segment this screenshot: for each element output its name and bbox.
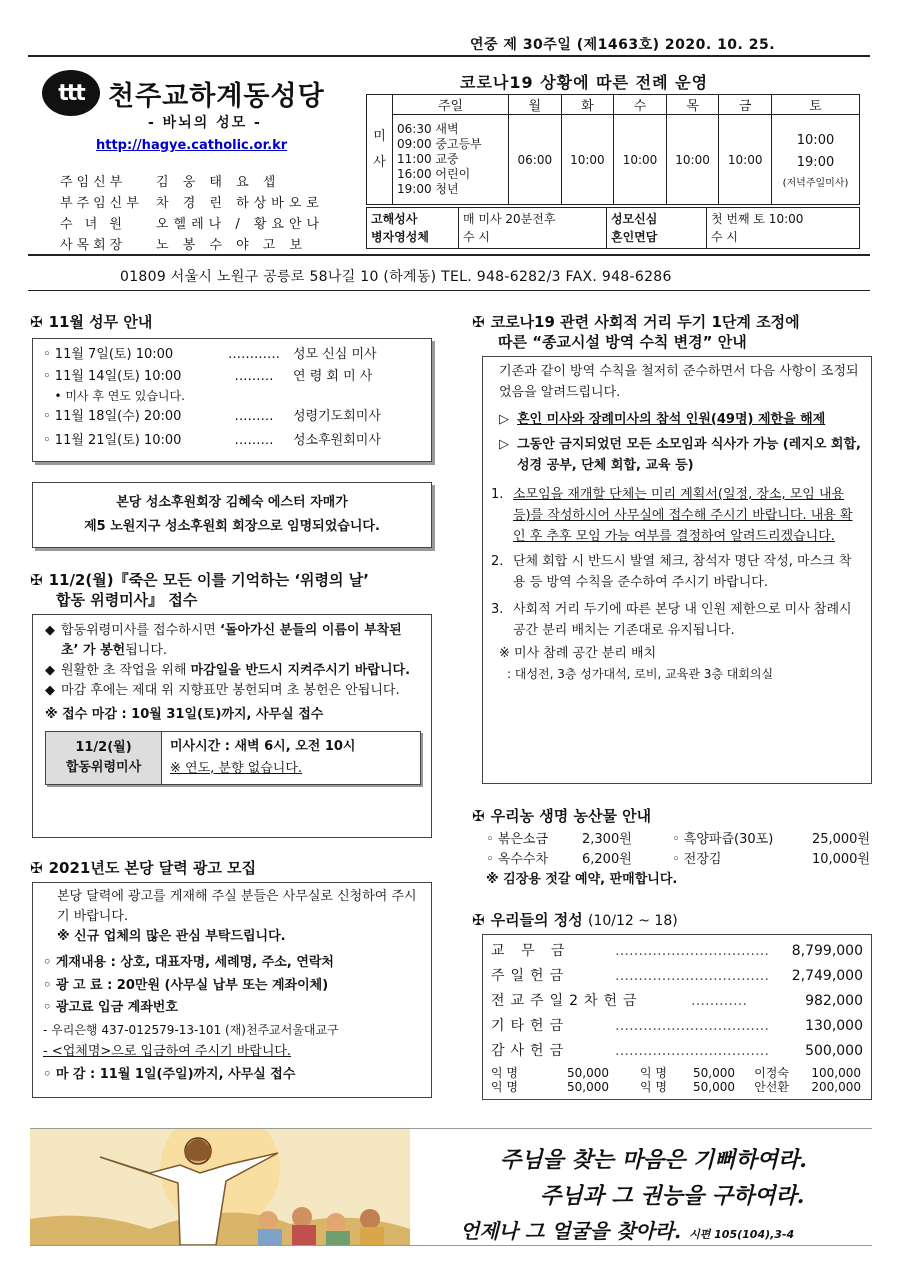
day-header: 화 <box>561 95 614 115</box>
weekday-time: 10:00 <box>666 115 719 205</box>
november-heading: ✠ 11월 성무 안내 <box>30 313 153 331</box>
day-header: 월 <box>509 95 562 115</box>
day-header: 수 <box>614 95 667 115</box>
offerings-heading: ✠ 우리들의 정성 (10/12 ~ 18) <box>472 911 678 929</box>
weekday-time: 06:00 <box>509 115 562 205</box>
staff-row: 주임신부 김 웅 태 요 셉 <box>60 175 281 190</box>
covid-box: 기존과 같이 방역 수칙을 철저히 준수하면서 다음 사항이 조정되었음을 알려드립니다. ▷ 혼인 미사와 장례미사의 참석 인원(49명) 제한을 해제 ▷ 그동안 금지되었던 모든 소모임과 식사가 가능 (레지오 회합, 성경 공부, 단체 회합, 교육 등) 1. 소모임을 재개할 단체는 미리 계획서(일정, 장소, 모임 내용 등)를 작성하시어 사무실에 접수해 주시기 바랍니다. 내용 확인 후 추후 모임 가능 여부를 결정하여 알려드리겠습니다. 2. 단체 회합 시 반드시 발열 체크, 참석자 명단 작성, 마스크 착용 등 방역 수칙을 준수하여 주시기 바랍니다. 3. 사회적 거리 두기에 따른 본당 내 인원 제한으로 미사 참례시 공간 분리 배치는 기존대로 유지됩니다. ※ 미사 참례 공간 분리 배치 : 대성전, 3층 성가대석, 로비, 교육관 3층 대회의실 <box>482 356 872 784</box>
november-box <box>32 338 432 462</box>
parish-name: 천주교하계동성당 <box>108 80 325 112</box>
confession-value: 매 미사 20분전후 수 시 <box>459 208 607 248</box>
verse-line-1: 주님을 찾는 마음은 기뻐하여라. <box>500 1147 807 1173</box>
cross-icon: ✠ <box>472 911 485 929</box>
mother-label: 성모신심 혼인면담 <box>607 208 707 248</box>
parish-logo <box>42 70 325 116</box>
table-row: 전교주일2차헌금 ………… 982,000 <box>491 993 863 1009</box>
staff-row: 사목회장 노 봉 수 야 고 보 <box>60 238 308 253</box>
verse-line-3-wrap <box>460 1215 794 1244</box>
memorial-deadline: ※ 접수 마감 : 10월 31일(토)까지, 사무실 접수 <box>45 707 324 722</box>
list-item: 2. 단체 회합 시 반드시 발열 체크, 참석자 명단 작성, 마스크 착용 등 방역 수칙을 준수하여 주시기 바랍니다. <box>491 554 852 590</box>
list-item: 3. 사회적 거리 두기에 따른 본당 내 인원 제한으로 미사 참례시 공간 분리 배치는 기존대로 유지됩니다. <box>491 602 852 638</box>
sunday-times: 06:30 새벽 09:00 중고등부 11:00 교중 16:00 어린이 19:00 청년 <box>393 115 509 205</box>
parish-logo-mark: ttt <box>42 70 100 116</box>
offerings-box <box>482 934 872 1100</box>
weekday-time: 10:00 <box>614 115 667 205</box>
header-rule <box>28 254 870 256</box>
weekday-time: 10:00 <box>719 115 772 205</box>
memorial-heading: ✠ 11/2(월)『죽은 모든 이를 기억하는 ‘위령의 날’ 합동 위령미사』 접수 <box>30 571 369 609</box>
top-rule <box>28 55 870 57</box>
verse-line-3: 언제나 그 얼굴을 찾아라. <box>460 1219 682 1243</box>
table-row: 주일헌금 …………………………… 2,749,000 <box>491 968 863 984</box>
cross-icon: ✠ <box>30 571 43 589</box>
list-item: ◦ 11월 7일(토) 10:00 ………… 성모 신심 미사 <box>43 347 377 362</box>
day-header: 주일 <box>393 95 509 115</box>
covid-heading: ✠ 코로나19 관련 사회적 거리 두기 1단계 조정에 따른 “종교시설 방역 수칙 변경” 안내 <box>472 313 800 351</box>
list-item: ◦ 11월 21일(토) 10:00 ……… 성소후원회미사 <box>43 433 381 448</box>
staff-list <box>60 172 324 256</box>
cross-icon: ✠ <box>472 313 485 331</box>
calendar-box: 본당 달력에 광고를 게재해 주실 분들은 사무실로 신청하여 주시기 바랍니다. ※ 신규 업체의 많은 관심 부탁드립니다. ◦ 게재내용 : 상호, 대표자명, 세례명, 주소, 연락처 ◦ 광 고 료 : 20만원 (사무실 납부 또는 계좌이체) ◦ 광고료 입금 계좌번호 - 우리은행 437-012579-13-101 (재)천주교서울대교구 - <업체명>으로 입금하여 주시기 바랍니다. ◦ 마 감 : 11월 1일(주일)까지, 사무실 접수 <box>32 882 432 1098</box>
address-rule <box>28 290 870 291</box>
list-item: ◦ 11월 18일(수) 20:00 ……… 성령기도회미사 <box>43 409 381 424</box>
saturday-times: 10:00 19:00 (저녁주일미사) <box>772 115 860 205</box>
mass-side-label: 미 사 <box>367 95 393 205</box>
list-item: ◆ 합동위령미사를 접수하시면 ‘돌아가신 분들의 이름이 부착된 초’ 가 봉헌됩니다. <box>45 623 402 658</box>
day-header: 토 <box>772 95 860 115</box>
list-item: • 미사 후 연도 있습니다. <box>43 389 185 403</box>
cross-icon: ✠ <box>30 859 43 877</box>
staff-row: 수 녀 원 오헬레나 / 황요안나 <box>60 217 325 232</box>
issue-info: 연중 제 30주일 (제1463호) 2020. 10. 25. <box>470 37 776 53</box>
memorial-mass-table: 11/2(월) 합동위령미사 미사시간 : 새벽 6시, 오전 10시 ※ 연도, 분향 없습니다. <box>45 731 421 785</box>
sacrament-box <box>366 207 860 249</box>
day-header: 목 <box>666 95 719 115</box>
calendar-heading: ✠ 2021년도 본당 달력 광고 모집 <box>30 859 257 877</box>
jesus-illustration <box>30 1129 410 1245</box>
donor-row: 익 명 50,000 익 명 50,000 안선환 200,000 <box>491 1080 861 1094</box>
list-item: ▷ 그동안 금지되었던 모든 소모임과 식사가 가능 (레지오 회합, 성경 공부, 단체 회합, 교육 등) <box>499 437 861 473</box>
table-row: 기타헌금 …………………………… 130,000 <box>491 1018 863 1034</box>
verse-reference: 시편 105(104),3-4 <box>689 1228 795 1241</box>
patron-title: - 바뇌의 성모 - <box>148 115 262 131</box>
parish-url-link[interactable]: http://hagye.catholic.or.kr <box>96 138 288 153</box>
confession-label: 고해성사 병자영성체 <box>367 208 459 248</box>
cross-icon: ✠ <box>30 313 43 331</box>
list-item: ◆ 마감 후에는 제대 위 지향표만 봉헌되며 초 봉헌은 안됩니다. <box>45 683 400 698</box>
cross-icon: ✠ <box>472 807 485 825</box>
staff-row: 부주임신부 차 경 린 하상바오로 <box>60 196 324 211</box>
verse-banner <box>30 1128 872 1246</box>
list-item: 1. 소모임을 재개할 단체는 미리 계획서(일정, 장소, 모임 내용 등)를 작성하시어 사무실에 접수해 주시기 바랍니다. 내용 확인 후 추후 모임 가능 여부를 결정하여 알려드리겠습니다. <box>491 487 853 544</box>
day-header: 금 <box>719 95 772 115</box>
weekday-time: 10:00 <box>561 115 614 205</box>
farm-heading: ✠ 우리농 생명 농산물 안내 <box>472 807 652 825</box>
table-row: 교 무 금 …………………………… 8,799,000 <box>491 943 863 959</box>
farm-list: ◦ 볶은소금 2,300원 ◦ 흑양파즙(30포) 25,000원 ◦ 옥수수차 6,200원 ◦ 전장김 10,000원 ※ 김장용 젓갈 예약, 판매합니다. <box>486 832 870 887</box>
mass-schedule-table <box>366 94 860 205</box>
parish-address: 01809 서울시 노원구 공릉로 58나길 10 (하계동) TEL. 948-6282/3 FAX. 948-6286 <box>120 269 672 285</box>
list-item: ◦ 11월 14일(토) 10:00 ……… 연 령 회 미 사 <box>43 369 373 384</box>
list-item: ◦ 볶은소금 2,300원 ◦ 흑양파즙(30포) 25,000원 <box>486 832 870 847</box>
mass-schedule-title: 코로나19 상황에 따른 전례 운영 <box>460 73 709 92</box>
list-item: ▷ 혼인 미사와 장례미사의 참석 인원(49명) 제한을 해제 <box>499 412 826 427</box>
appointment-box: 본당 성소후원회장 김혜숙 에스터 자매가 제5 노원지구 성소후원회 회장으로 임명되었습니다. <box>32 482 432 548</box>
memorial-box <box>32 614 432 838</box>
list-item: ◆ 원활한 초 작업을 위해 마감일을 반드시 지켜주시기 바랍니다. <box>45 663 411 678</box>
donor-row: 익 명 50,000 익 명 50,000 이정숙 100,000 <box>491 1066 861 1080</box>
table-row: 감사헌금 …………………………… 500,000 <box>491 1043 863 1059</box>
mother-value: 첫 번째 토 10:00 수 시 <box>711 212 804 244</box>
verse-line-2: 주님과 그 권능을 구하여라. <box>540 1183 805 1209</box>
list-item: ◦ 옥수수차 6,200원 ◦ 전장김 10,000원 <box>486 852 870 867</box>
